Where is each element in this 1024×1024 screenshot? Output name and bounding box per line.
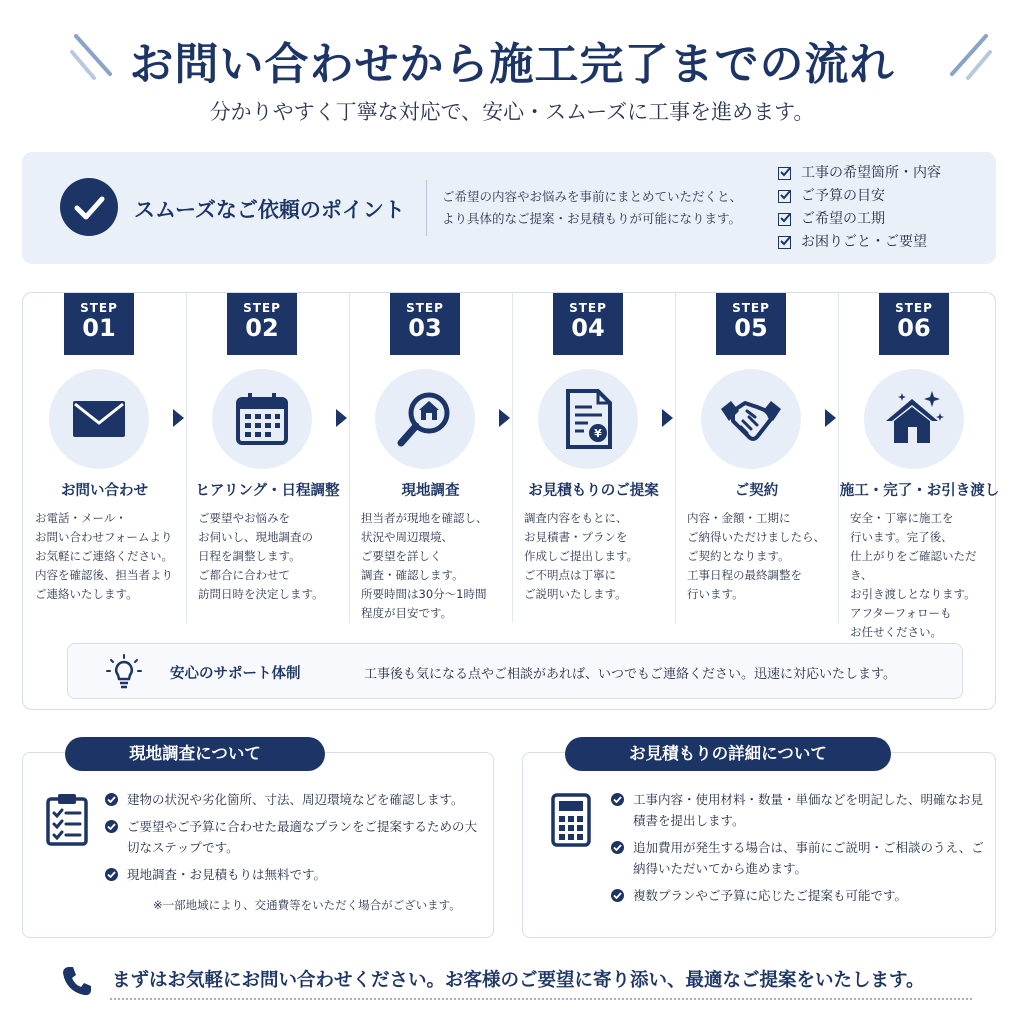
bullet-check-icon	[611, 793, 624, 806]
step-ribbon	[553, 293, 623, 355]
bullet-check-icon	[611, 889, 624, 902]
step-card-06	[838, 293, 1001, 639]
support-text: 工事後も気になる点やご相談があれば、いつでもご連絡ください。迅速に対応いたします。	[364, 667, 896, 682]
step-card-01	[23, 293, 186, 623]
page-title: お問い合わせから施工完了までの流れ	[129, 39, 895, 90]
arrow-right-icon	[825, 409, 836, 427]
bullet-check-icon	[105, 820, 118, 833]
decorative-lines-right-icon	[944, 34, 992, 80]
list-item-text: 現地調査・お見積もりは無料です。	[127, 867, 327, 882]
steps-panel	[22, 292, 1000, 710]
checklist-item-label: 工事の希望箇所・内容	[801, 165, 941, 181]
house-sparkle-icon	[864, 369, 964, 469]
step-number: 01	[82, 314, 116, 342]
step-label: STEP	[406, 301, 444, 315]
page-subtitle: 分かりやすく丁寧な対応で、安心・スムーズに工事を進めます。	[209, 100, 815, 124]
step-title: ご契約	[734, 483, 779, 499]
step-ribbon	[879, 293, 949, 355]
step-description: 内容・金額・工期に ご納得いただけましたら、 ご契約となります。 工事日程の最終調整を 行います。	[687, 511, 825, 601]
step-title: 現地調査	[401, 483, 460, 499]
checklist-item	[778, 162, 941, 185]
estimate-bullet-list	[611, 789, 991, 912]
list-item	[105, 864, 485, 885]
support-title: 安心のサポート体制	[170, 666, 301, 682]
checklist-item-label: ご希望の工期	[801, 211, 885, 227]
step-number: 02	[245, 314, 279, 342]
arrow-right-icon	[336, 409, 347, 427]
list-item	[611, 885, 991, 906]
estimate-document-icon	[538, 369, 638, 469]
estimate-info-box	[522, 744, 996, 938]
points-description-line: ご希望の内容やお悩みを事前にまとめていただくと、	[442, 189, 743, 204]
step-ribbon	[390, 293, 460, 355]
checklist-item-label: お困りごと・ご要望	[801, 234, 927, 250]
step-description: 調査内容をもとに、 お見積書・プランを 作成しご提出します。 ご不明点は丁寧に ご説明いたします。	[524, 511, 639, 601]
envelope-icon	[49, 369, 149, 469]
bullet-check-icon	[611, 841, 624, 854]
step-description: ご要望やお悩みを お伺いし、現地調査の 日程を調整します。 ご都合に合わせて 訪問日時を決定します。	[198, 511, 324, 601]
survey-note: ※一部地域により、交通費等をいただく場合がございます。	[153, 898, 461, 912]
points-checklist	[778, 162, 941, 254]
calendar-icon	[212, 369, 312, 469]
lightbulb-icon	[106, 654, 142, 690]
step-title: お問い合わせ	[61, 483, 148, 499]
step-label: STEP	[732, 301, 770, 315]
step-card-03	[349, 293, 512, 623]
points-description-line: より具体的なご提案・お見積もりが可能になります。	[442, 211, 742, 226]
arrow-right-icon	[173, 409, 184, 427]
list-item	[611, 789, 991, 831]
step-ribbon	[227, 293, 297, 355]
step-card-02	[186, 293, 349, 623]
calculator-icon	[551, 793, 591, 847]
list-item	[105, 816, 485, 858]
step-label: STEP	[243, 301, 281, 315]
step-card-05	[675, 293, 838, 623]
search-house-icon	[375, 369, 475, 469]
clipboard-checklist-icon	[45, 791, 89, 847]
list-item	[105, 789, 485, 810]
step-label: STEP	[569, 301, 607, 315]
points-description	[442, 186, 772, 230]
checkbox-icon	[778, 213, 791, 226]
step-title: お見積もりのご提案	[528, 483, 659, 499]
checklist-item	[778, 185, 941, 208]
check-circle-icon	[60, 178, 118, 236]
checkbox-icon	[778, 190, 791, 203]
step-description: 担当者が現地を確認し、 状況や周辺環境、 ご要望を詳しく 調査・確認します。 所要時間は30分〜1時間 程度が目安です。	[361, 511, 488, 620]
checkbox-icon	[778, 236, 791, 249]
step-ribbon	[64, 293, 134, 355]
support-banner	[67, 643, 963, 699]
arrow-right-icon	[662, 409, 673, 427]
list-item-text: 工事内容・使用材料・数量・単価などを明記した、明確なお見積書を提出します。	[633, 792, 984, 828]
step-number: 05	[734, 314, 768, 342]
points-divider	[426, 180, 427, 236]
phone-icon	[60, 964, 94, 998]
step-title: ヒアリング・日程調整	[195, 483, 340, 499]
step-number: 04	[571, 314, 605, 342]
step-ribbon	[716, 293, 786, 355]
list-item-text: 追加費用が発生する場合は、事前にご説明・ご相談のうえ、ご納得いただいてから進めます。	[633, 840, 984, 876]
list-item-text: 複数プランやご予算に応じたご提案も可能です。	[633, 888, 908, 903]
bullet-check-icon	[105, 868, 118, 881]
estimate-info-title: お見積もりの詳細について	[565, 737, 891, 771]
step-title: 施工・完了・お引き渡し	[839, 483, 1000, 499]
step-card-04	[512, 293, 675, 623]
step-number: 03	[408, 314, 442, 342]
step-label: STEP	[895, 301, 933, 315]
checklist-item-label: ご予算の目安	[801, 188, 885, 204]
footer-dotted-line	[110, 998, 972, 1000]
step-description: お電話・メール・ お問い合わせフォームより お気軽にご連絡ください。 内容を確認後、担当者より ご連絡いたします。	[35, 511, 173, 601]
checkbox-icon	[778, 167, 791, 180]
step-description: 安全・丁寧に施工を 行います。完了後、 仕上がりをご確認いただき、 お引き渡しとなります。 アフターフォローも お任せください。	[850, 511, 977, 639]
arrow-right-icon	[499, 409, 510, 427]
points-panel	[22, 152, 996, 264]
checklist-item	[778, 208, 941, 231]
survey-bullet-list	[105, 789, 485, 891]
survey-info-title: 現地調査について	[65, 737, 325, 771]
survey-info-box	[22, 744, 494, 938]
handshake-icon	[701, 369, 801, 469]
list-item	[611, 837, 991, 879]
footer-message: まずはお気軽にお問い合わせください。お客様のご要望に寄り添い、最適なご提案をいたします。	[112, 970, 925, 991]
list-item-text: 建物の状況や劣化箇所、寸法、周辺環境などを確認します。	[127, 792, 464, 807]
step-number: 06	[897, 314, 931, 342]
list-item-text: ご要望やご予算に合わせた最適なプランをご提案するための大切なステップです。	[127, 819, 478, 855]
svg-text:¥: ¥	[594, 427, 602, 440]
bullet-check-icon	[105, 793, 118, 806]
points-title: スムーズなご依頼のポイント	[134, 198, 405, 222]
checklist-item	[778, 231, 941, 254]
step-label: STEP	[80, 301, 118, 315]
